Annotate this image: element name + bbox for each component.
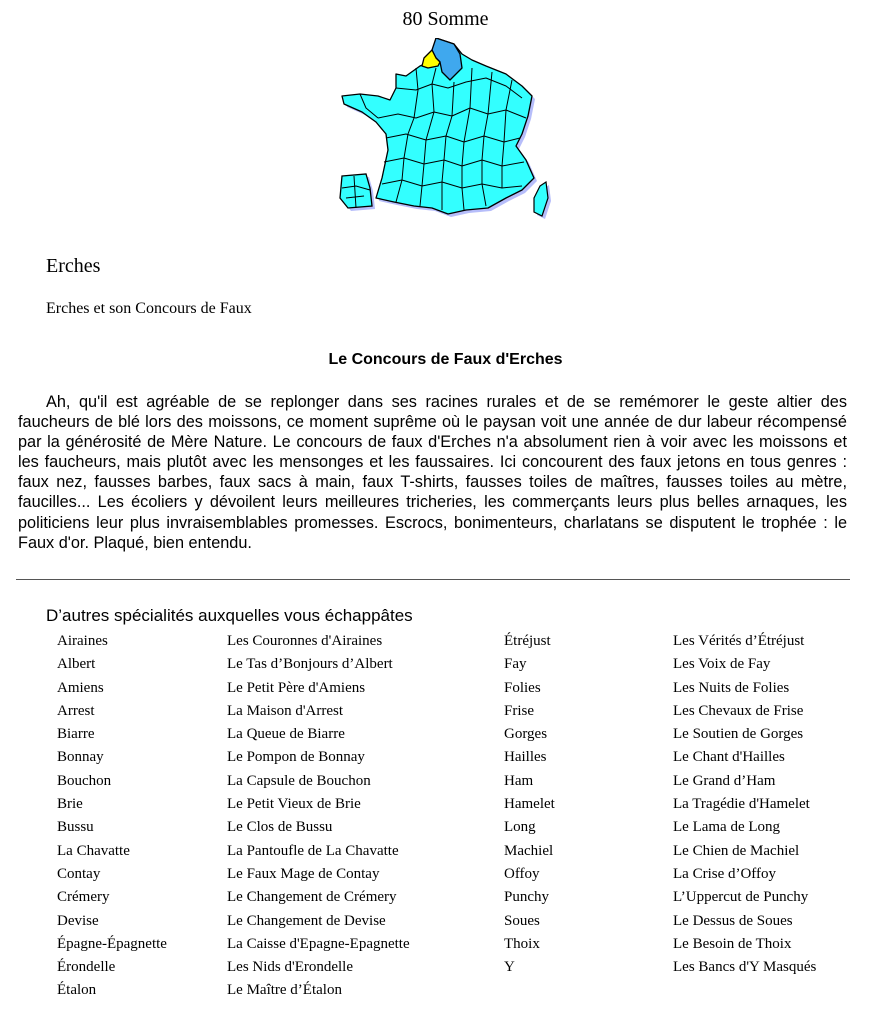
town-name: Brie xyxy=(57,796,83,813)
list-item xyxy=(57,910,410,933)
list-item xyxy=(504,723,816,746)
list-item xyxy=(504,816,816,839)
town-name: Devise xyxy=(57,912,99,929)
specialty-name: Le Changement de Crémery xyxy=(227,889,397,906)
specialty-name: La Capsule de Bouchon xyxy=(227,772,371,789)
list-item xyxy=(57,979,410,1002)
specialty-name: La Pantoufle de La Chavatte xyxy=(227,842,399,859)
specialty-name: Le Pompon de Bonnay xyxy=(227,749,365,766)
specialty-name: La Maison d'Arrest xyxy=(227,702,344,719)
specialty-name: La Queue de Biarre xyxy=(227,726,345,743)
specialty-name: La Caisse d'Epagne-Epagnette xyxy=(227,935,410,952)
town-name: Hailles xyxy=(504,749,547,766)
specialty-name: La Tragédie d'Hamelet xyxy=(673,796,810,813)
town-name: Étréjust xyxy=(504,633,551,649)
town-name: Hamelet xyxy=(504,796,555,813)
specialty-name: Les Couronnes d'Airaines xyxy=(227,633,383,649)
town-name: Y xyxy=(504,959,515,976)
town-name: Étalon xyxy=(57,982,97,999)
specialty-name: Les Voix de Fay xyxy=(673,656,771,673)
specialty-name: L’Uppercut de Punchy xyxy=(673,889,809,906)
town-name: Ham xyxy=(504,772,534,789)
specialty-name: Le Chant d'Hailles xyxy=(673,749,785,766)
specialty-name: Le Petit Père d'Amiens xyxy=(227,679,366,696)
town-title: Erches xyxy=(46,255,101,277)
list-item xyxy=(57,746,410,769)
list-item xyxy=(504,933,816,956)
specialty-name: Le Changement de Devise xyxy=(227,912,386,929)
town-name: Thoix xyxy=(504,935,540,952)
list-item xyxy=(57,956,410,979)
town-name: Folies xyxy=(504,679,541,696)
list-item xyxy=(504,840,816,863)
list-item xyxy=(504,863,816,886)
town-name: Frise xyxy=(504,702,534,719)
list-item xyxy=(57,700,410,723)
town-name: Amiens xyxy=(57,679,104,696)
list-item xyxy=(57,677,410,700)
specialty-name: La Crise d’Offoy xyxy=(673,865,777,882)
town-name: Long xyxy=(504,819,536,836)
list-item xyxy=(57,886,410,909)
specialties-list-right xyxy=(504,630,816,979)
town-name: Arrest xyxy=(57,702,95,719)
town-name: Biarre xyxy=(57,726,95,743)
town-name: Airaines xyxy=(57,633,108,649)
town-name: Machiel xyxy=(504,842,554,859)
list-item xyxy=(504,630,816,653)
specialty-name: Le Petit Vieux de Brie xyxy=(227,796,361,813)
list-item xyxy=(504,700,816,723)
specialty-name: Le Maître d’Étalon xyxy=(227,982,342,999)
list-item xyxy=(57,933,410,956)
town-name: Contay xyxy=(57,865,101,882)
town-name: Bonnay xyxy=(57,749,104,766)
list-item xyxy=(504,793,816,816)
town-name: Albert xyxy=(57,656,96,673)
list-item xyxy=(57,630,410,653)
town-name: Épagne-Épagnette xyxy=(57,935,167,952)
specialty-name: Le Dessus de Soues xyxy=(673,912,793,929)
article-title: Le Concours de Faux d'Erches xyxy=(328,351,563,368)
horizontal-divider xyxy=(16,579,850,580)
specialty-name: Le Chien de Machiel xyxy=(673,842,800,859)
department-title: 80 Somme xyxy=(402,8,489,30)
town-name: Crémery xyxy=(57,889,110,906)
list-item xyxy=(57,723,410,746)
specialty-name: Les Vérités d’Étréjust xyxy=(673,633,805,649)
town-name: Érondelle xyxy=(57,959,116,976)
specialty-name: Le Soutien de Gorges xyxy=(673,726,804,743)
specialty-name: Le Grand d’Ham xyxy=(673,772,776,789)
list-item xyxy=(504,956,816,979)
other-specialties-title: D’autres spécialités auxquelles vous échappâtes xyxy=(46,606,413,625)
specialties-list-left xyxy=(57,630,410,1003)
list-item xyxy=(57,653,410,676)
specialty-name: Les Bancs d'Y Masqués xyxy=(673,959,817,976)
list-item xyxy=(504,746,816,769)
list-item xyxy=(57,816,410,839)
list-item xyxy=(57,863,410,886)
list-item xyxy=(57,770,410,793)
specialty-name: Les Chevaux de Frise xyxy=(673,702,804,719)
france-map-image xyxy=(336,38,560,230)
town-name: Bussu xyxy=(57,819,94,836)
list-item xyxy=(57,840,410,863)
town-name: Gorges xyxy=(504,726,548,743)
list-item xyxy=(504,653,816,676)
article-body: Ah, qu'il est agréable de se replonger dans ses racines rurales et de se remémorer le geste altier des faucheurs de blé lors des moissons, ce moment suprême où le paysan voit une année de dur labeur récompensé par la générosité de Mère Nature. Le concours de faux d'Erches n'a absolument rien à voir avec les moissons et les faucheurs, mais plutôt avec les mensonges et les faussaires. Ici concourent des faux jetons en tous genres : faux nez, fausses barbes, faux sacs à main, faux T-shirts, fausses toiles de maîtres, fausses toiles au mètre, faucilles... Les écoliers y dévoilent leurs meilleures tricheries, les commerçants leurs plus belles arnaques, les politiciens leur plus invraisemblables promesses. Escrocs, bonimenteurs, charlatans se disputent le trophée : le Faux d'or. Plaqué, bien entendu. xyxy=(18,393,847,552)
town-name: Bouchon xyxy=(57,772,112,789)
specialty-name: Le Lama de Long xyxy=(673,819,781,836)
specialty-name: Le Tas d’Bonjours d’Albert xyxy=(227,656,393,673)
list-item xyxy=(504,910,816,933)
specialty-name: Le Faux Mage de Contay xyxy=(227,865,380,882)
list-item xyxy=(504,886,816,909)
specialty-name: Les Nuits de Folies xyxy=(673,679,790,696)
town-name: Offoy xyxy=(504,865,540,882)
list-item xyxy=(504,770,816,793)
specialty-name: Le Clos de Bussu xyxy=(227,819,333,836)
specialty-name: Le Besoin de Thoix xyxy=(673,935,792,952)
list-item xyxy=(504,677,816,700)
list-item xyxy=(57,793,410,816)
town-subtitle: Erches et son Concours de Faux xyxy=(46,300,252,317)
town-name: Fay xyxy=(504,656,527,673)
specialty-name: Les Nids d'Erondelle xyxy=(227,959,354,976)
town-name: Soues xyxy=(504,912,540,929)
town-name: La Chavatte xyxy=(57,842,130,859)
town-name: Punchy xyxy=(504,889,549,906)
